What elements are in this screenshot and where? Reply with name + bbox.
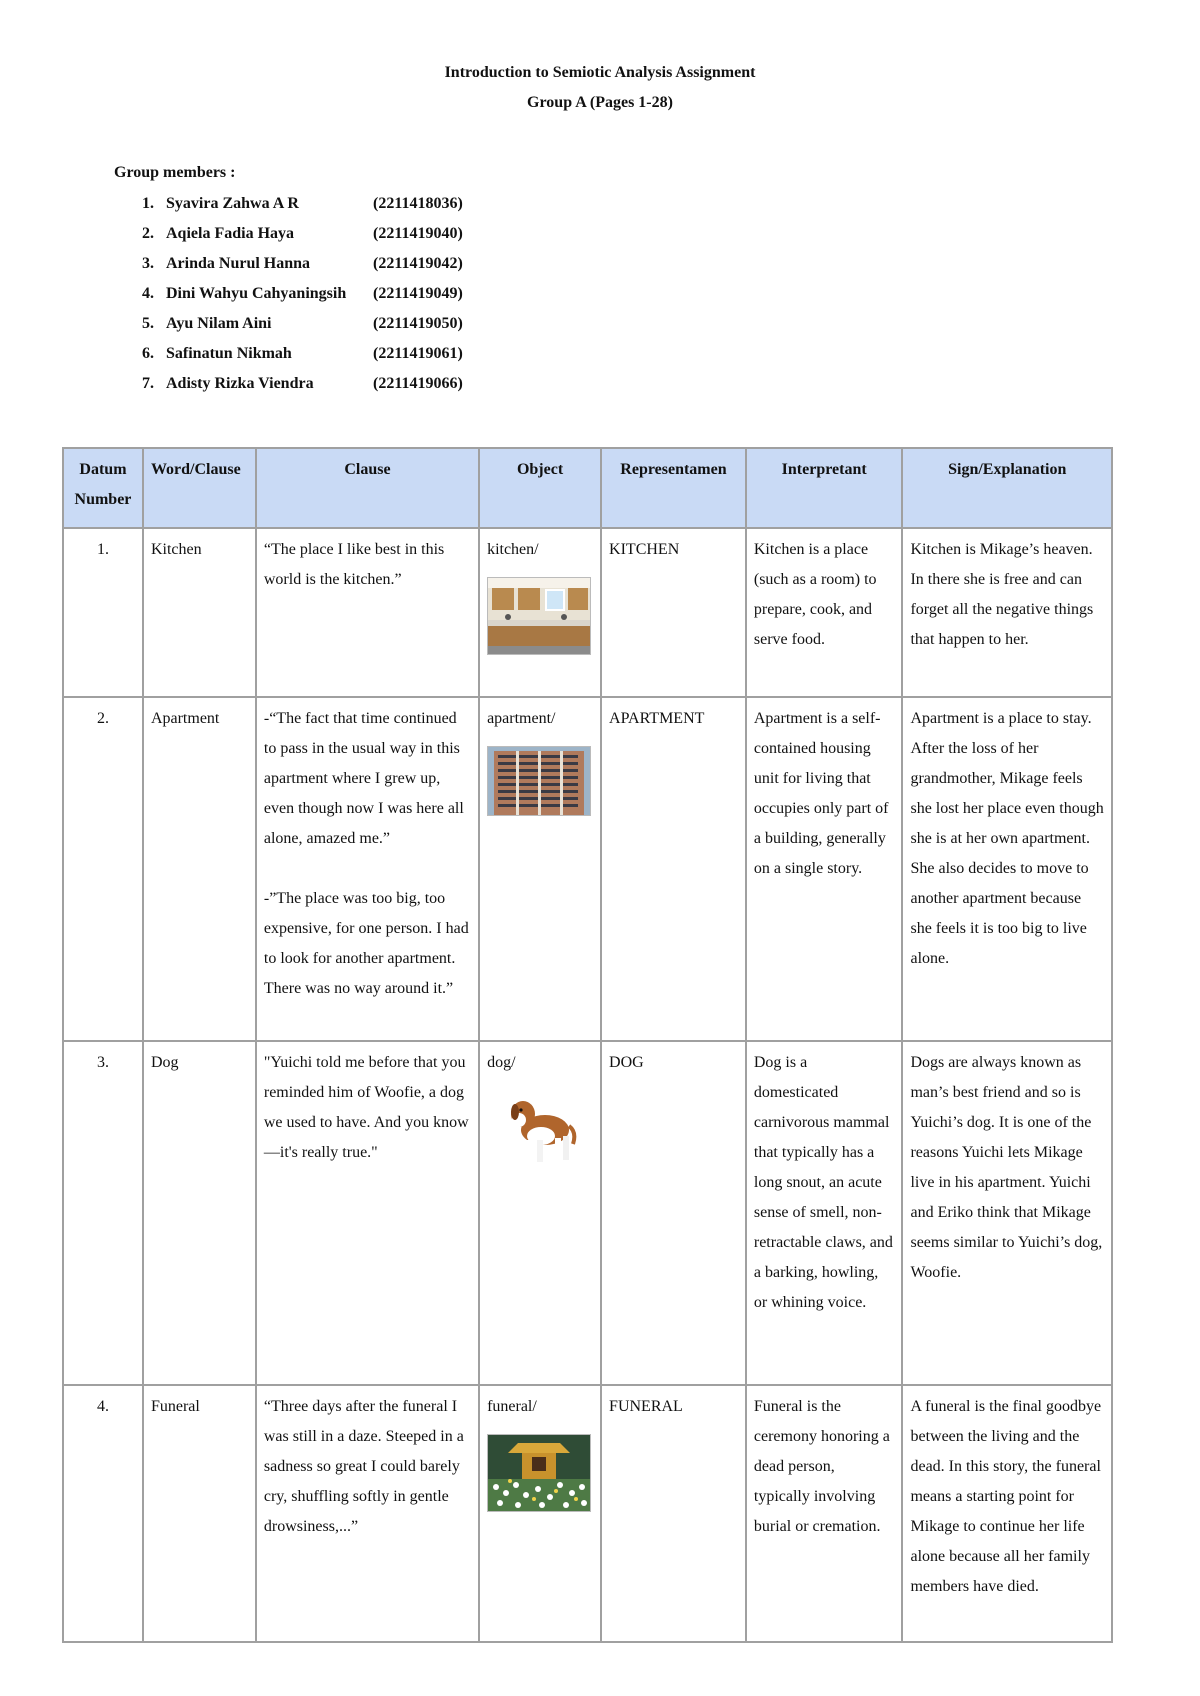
object-cell — [479, 528, 601, 697]
object-cell — [479, 697, 601, 1041]
list-item: 1. Syavira Zahwa A R (2211418036) — [114, 194, 463, 224]
representamen-cell: KITCHEN — [601, 528, 746, 697]
list-item: 2. Aqiela Fadia Haya (2211419040) — [114, 224, 463, 254]
sign-cell: Kitchen is Mikage’s heaven. In there she is free and can forget all the negative things that happen to her. — [902, 528, 1112, 697]
sign-cell: A funeral is the final goodbye between the living and the dead. In this story, the funeral means a starting point for Mikage to continue her life alone because all her family members have died. — [902, 1385, 1112, 1642]
interpretant-cell: Funeral is the ceremony honoring a dead person, typically involving burial or cremation. — [746, 1385, 903, 1642]
member-name: Arinda Nurul Hanna — [166, 255, 311, 272]
dog-image — [501, 1090, 581, 1168]
list-item: 7. Adisty Rizka Viendra (2211419066) — [114, 374, 463, 404]
object-cell — [479, 1385, 601, 1642]
sign-cell: Dogs are always known as man’s best friend and so is Yuichi’s dog. It is one of the reasons Yuichi lets Mikage live in his apartment. Yuichi and Eriko think that Mikage seems similar to Yuichi’s dog, Woofie. — [902, 1041, 1112, 1385]
word-cell: Kitchen — [143, 528, 256, 697]
header-word-clause: Word/Clause — [143, 448, 256, 528]
interpretant-cell: Apartment is a self-contained housing unit for living that occupies only part of a building, generally on a single story. — [746, 697, 903, 1041]
object-cell — [479, 1041, 601, 1385]
table-row — [63, 697, 1112, 1041]
object-label: funeral/ — [487, 1398, 537, 1415]
word-cell: Apartment — [143, 697, 256, 1041]
members-heading: Group members : — [114, 164, 236, 181]
member-name: Dini Wahyu Cahyaningsih — [166, 285, 347, 302]
datum-number: 1. — [63, 528, 143, 697]
table-row — [63, 1041, 1112, 1385]
datum-number: 2. — [63, 697, 143, 1041]
member-name: Safinatun Nikmah — [166, 345, 292, 362]
funeral-image — [487, 1434, 591, 1512]
member-name: Syavira Zahwa A R — [166, 195, 299, 212]
representamen-cell: APARTMENT — [601, 697, 746, 1041]
datum-number: 4. — [63, 1385, 143, 1642]
clause-cell: "Yuichi told me before that you reminded him of Woofie, a dog we used to have. And you know—it's really true." — [256, 1041, 479, 1385]
member-id: (2211419061) — [373, 345, 463, 362]
list-item: 3. Arinda Nurul Hanna (2211419042) — [114, 254, 463, 284]
member-name: Aqiela Fadia Haya — [166, 225, 295, 242]
member-id: (2211419042) — [373, 255, 463, 272]
object-label: apartment/ — [487, 710, 556, 727]
list-item: 4. Dini Wahyu Cahyaningsih (2211419049) — [114, 284, 463, 314]
semiotic-table — [62, 447, 1113, 1643]
header-interpretant: Interpretant — [746, 448, 903, 528]
header-datum-number: Datum Number — [63, 448, 143, 528]
representamen-cell: FUNERAL — [601, 1385, 746, 1642]
representamen-cell: DOG — [601, 1041, 746, 1385]
document-subtitle: Group A (Pages 1-28) — [527, 94, 673, 111]
list-item: 6. Safinatun Nikmah (2211419061) — [114, 344, 463, 374]
member-id: (2211419066) — [373, 375, 463, 392]
kitchen-image — [487, 577, 591, 655]
document-title: Introduction to Semiotic Analysis Assignment — [444, 64, 756, 81]
clause-cell: “Three days after the funeral I was still in a daze. Steeped in a sadness so great I could barely cry, shuffling softly in gentle drowsiness,...” — [256, 1385, 479, 1642]
header-representamen: Representamen — [601, 448, 746, 528]
member-id: (2211418036) — [373, 195, 463, 212]
clause-cell: “The place I like best in this world is the kitchen.” — [256, 528, 479, 697]
word-cell: Funeral — [143, 1385, 256, 1642]
apartment-image — [487, 746, 591, 816]
interpretant-cell: Kitchen is a place (such as a room) to prepare, cook, and serve food. — [746, 528, 903, 697]
object-label: kitchen/ — [487, 541, 539, 558]
datum-number: 3. — [63, 1041, 143, 1385]
header-object: Object — [479, 448, 601, 528]
member-id: (2211419050) — [373, 315, 463, 332]
member-id: (2211419040) — [373, 225, 463, 242]
member-name: Adisty Rizka Viendra — [166, 375, 314, 392]
member-name: Ayu Nilam Aini — [166, 315, 272, 332]
members-list — [114, 194, 463, 404]
table-row — [63, 528, 1112, 697]
interpretant-cell: Dog is a domesticated carnivorous mammal that typically has a long snout, an acute sense of smell, non-retractable claws, and a barking, howling, or whining voice. — [746, 1041, 903, 1385]
sign-cell: Apartment is a place to stay. After the loss of her grandmother, Mikage feels she lost her place even though she is at her own apartment. She also decides to move to another apartment because she feels it is too big to live alone. — [902, 697, 1112, 1041]
table-row — [63, 1385, 1112, 1642]
object-label: dog/ — [487, 1054, 516, 1071]
word-cell: Dog — [143, 1041, 256, 1385]
header-sign-explanation: Sign/Explanation — [902, 448, 1112, 528]
list-item: 5. Ayu Nilam Aini (2211419050) — [114, 314, 463, 344]
header-clause: Clause — [256, 448, 479, 528]
clause-cell: -“The fact that time continued to pass in the usual way in this apartment where I grew up, even though now I was here all alone, amazed me.” -”The place was too big, too expensive, for one person. I had to look for another apartment. There was no way around it.” — [256, 697, 479, 1041]
member-id: (2211419049) — [373, 285, 463, 302]
table-header-row — [63, 448, 1112, 528]
